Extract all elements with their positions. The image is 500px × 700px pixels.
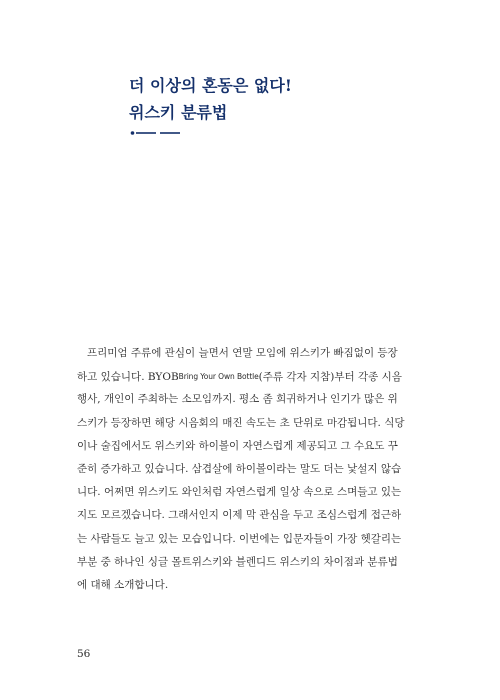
body-line: 준히 증가하고 있습니다. 삼겹살에 하이볼이라는 말도 더는 낯설지 않습	[77, 462, 402, 475]
body-line: 행사, 개인이 주최하는 소모임까지. 평소 좀 희귀하거나 인기가 많은 위	[77, 393, 398, 406]
chapter-heading	[129, 72, 292, 126]
body-line	[77, 365, 402, 388]
body-line: 이나 술집에서도 위스키와 하이볼이 자연스럽게 제공되고 그 수요도 꾸	[77, 439, 398, 452]
body-line: 부분 중 하나인 싱글 몰트위스키와 블렌디드 위스키의 차이점과 분류법	[77, 555, 398, 568]
body-line: 프리미엄 주류에 관심이 늘면서 연말 모임에 위스키가 빠짐없이 등장	[87, 347, 398, 359]
body-line: 는 사람들도 늘고 있는 모습입니다. 이번에는 입문자들이 가장 헷갈리는	[77, 532, 402, 545]
body-text-segment: (주류 각자 지참)부터 각종 시음	[258, 371, 402, 384]
heading-line-1: 더 이상의 혼동은 없다!	[129, 76, 292, 95]
title-ornament-divider	[130, 130, 190, 136]
heading-line-2: 위스키 분류법	[129, 103, 228, 122]
body-line: 에 대해 소개합니다.	[77, 578, 169, 591]
body-line: 스키가 등장하면 해당 시음회의 매진 속도는 초 단위로 마감됩니다. 식당	[77, 416, 405, 429]
page-number: 56	[77, 648, 91, 660]
body-line: 지도 모르겠습니다. 그래서인지 이제 막 관심을 두고 조심스럽게 접근하	[77, 509, 402, 522]
body-text-segment: 하고 있습니다. BYOB	[77, 371, 179, 384]
byob-expansion: Bring Your Own Bottle	[178, 372, 259, 382]
body-paragraph	[77, 342, 405, 597]
body-line: 니다. 어쩌면 위스키도 와인처럼 자연스럽게 일상 속으로 스며들고 있는	[77, 486, 402, 499]
